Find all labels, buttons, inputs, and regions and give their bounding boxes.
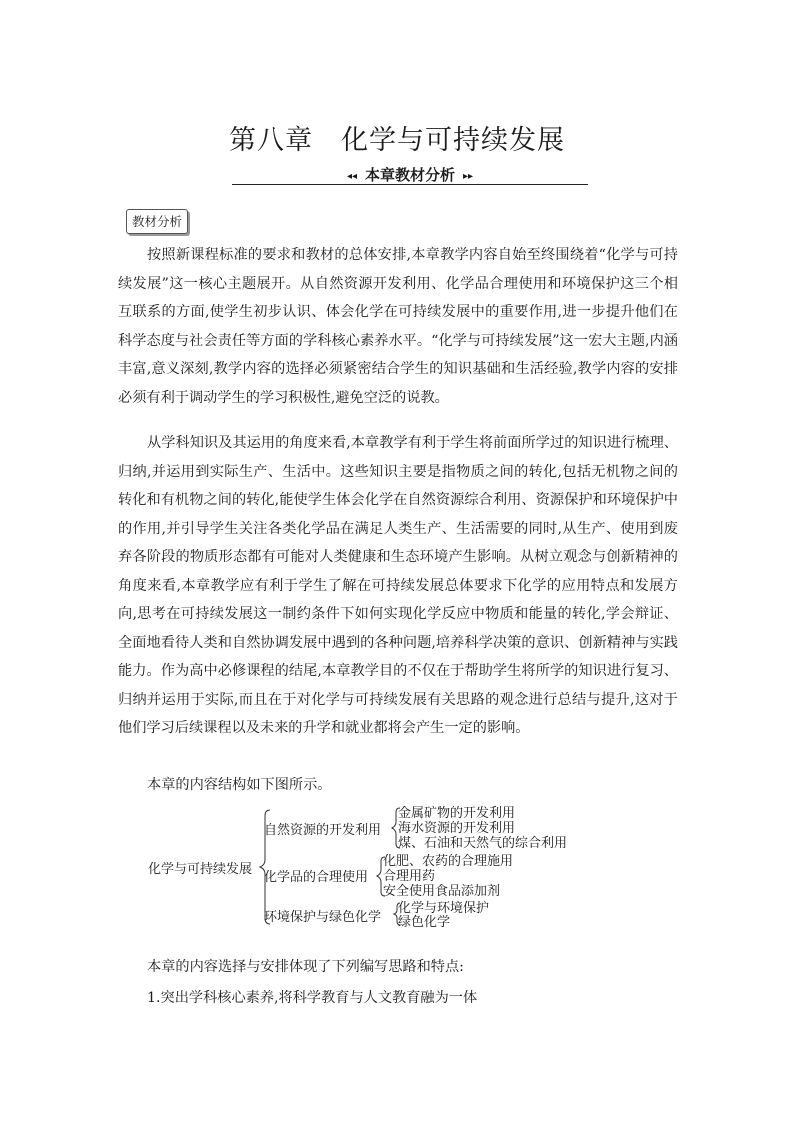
branch-label-chemicals: 化学品的合理使用: [264, 870, 369, 885]
paragraph-3: 本章的内容结构如下图所示。: [147, 777, 332, 793]
branch-item: 绿色化学: [398, 915, 451, 930]
subtitle-text: 本章教材分析: [364, 166, 455, 184]
material-analysis-tag: 教材分析: [126, 209, 188, 234]
branch-label-environment: 环境保护与绿色化学: [264, 910, 382, 925]
section-heading: 1.突出学科核心素养,将科学教育与人文教育融为一体: [147, 990, 478, 1006]
branch-item: 化肥、农药的合理施用: [383, 854, 514, 869]
paragraph-2: 从学科知识及其运用的角度来看,本章教学有利于学生将前面所学过的知识进行梳理、归纳,并运用到实际生产、生活中。这些知识主要是指物质之间的转化,包括无机物之间的转化和有机物之间的转化,能使学生体会化学在自然资源综合利用、资源保护和环境保护中的作用,并引导学生关注各类化学品在满足人类生产、生活需要的同时,从生产、使用到废弃各阶段的物质形态都有可能对人类健康和生态环境产生影响。从树立观念与创新精神的角度来看,本章教学应有利于学生了解在可持续发展总体要求下化学的应用特点和发展方向,思考在可持续发展这一制约条件下如何实现化学反应中物质和能量的转化,学会辩证、全面地看待人类和自然协调发展中遇到的各种问题,培养科学决策的意识、创新精神与实践能力。作为高中必修课程的结尾,本章教学目的不仅在于帮助学生将所学的知识进行复习、归纳并运用于实际,而且在于对化学与可持续发展有关思路的观念进行总结与提升,这对于他们学习后续课程以及未来的升学和就业都将会产生一定的影响。: [118, 435, 678, 736]
paragraph-1: 按照新课程标准的要求和教材的总体安排,本章教学内容自始至终围绕着“化学与可持续发展”这一核心主题展开。从自然资源开发利用、化学品合理使用和环境保护这三个相互联系的方面,使学生初步认识、体会化学在可持续发展中的重要作用,进一步提升他们在科学态度与社会责任等方面的学科核心素养水平。“化学与可持续发展”这一宏大主题,内涵丰富,意义深刻,教学内容的选择必须紧密结合学生的知识基础和生活经验,教学内容的安排必须有利于调动学生的学习积极性,避免空泛的说教。: [118, 247, 678, 406]
branch-item: 合理用药: [383, 869, 436, 884]
diagram-root: 化学与可持续发展: [148, 862, 253, 877]
branch-item: 煤、石油和天然气的综合利用: [398, 836, 568, 851]
right-arrows-icon: ▸▸: [463, 171, 474, 182]
branch-item: 海水资源的开发利用: [398, 821, 516, 836]
section-subtitle: [232, 164, 588, 185]
content-structure-diagram: [148, 800, 608, 930]
chapter-title: 第八章 化学与可持续发展: [229, 125, 565, 156]
left-arrows-icon: ◂◂: [346, 171, 357, 182]
branch-item: 安全使用食品添加剂: [383, 884, 501, 899]
branch-item: 金属矿物的开发利用: [398, 806, 516, 821]
branch-item: 化学与环境保护: [398, 901, 490, 916]
branch-label-resources: 自然资源的开发利用: [264, 823, 382, 838]
title-divider: [232, 184, 588, 185]
after-diagram-text: 本章的内容选择与安排体现了下列编写思路和特点:: [147, 959, 464, 975]
